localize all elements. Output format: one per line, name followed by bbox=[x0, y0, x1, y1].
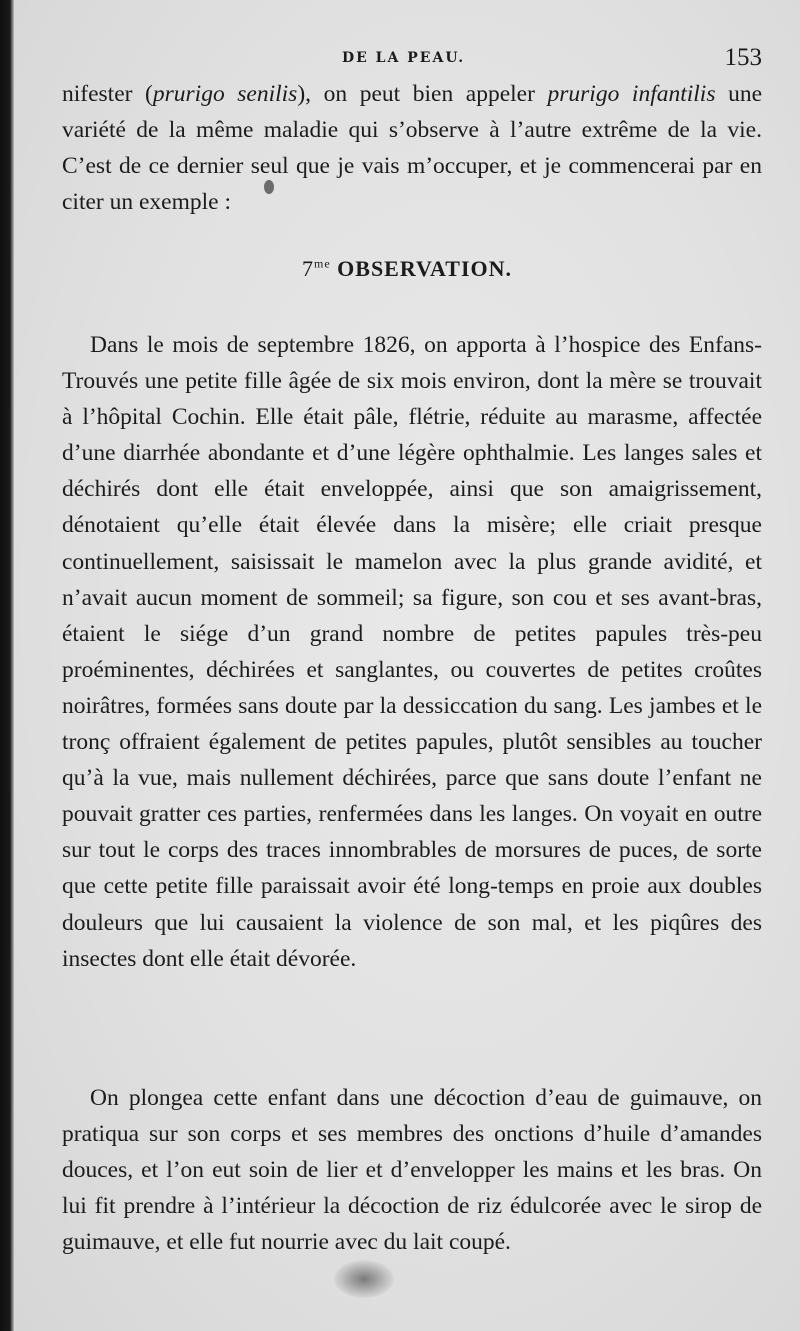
ink-speck bbox=[264, 180, 274, 194]
page-number: 153 bbox=[724, 44, 762, 71]
text-run: une variété de la même maladie qui s’observe à l’autre extrême de la vie. C’est de ce dernier seul que je vais m’occuper, et je commencerai par en citer un exemple : bbox=[62, 81, 763, 216]
latin-term: prurigo infantilis bbox=[547, 81, 716, 107]
observation-label: OBSERVATION. bbox=[337, 256, 513, 281]
paragraph-text: Dans le mois de septembre 1826, on apporta à l’hospice des Enfans-Trouvés une petite fille âgée de six mois environ, dont la mère se trouvait à l’hôpital Cochin. Elle était pâle, flétrie, réduite au marasme, affectée d’une diarrhée abondante et d’une légère ophthalmie. Les langes sales et déchirés dont elle était enveloppée, ainsi que son amaigrissement, dénotaient qu’elle était élevée dans la misère; elle criait presque continuellement, saisissait le mamelon avec la plus grande avidité, et n’avait aucun moment de sommeil; sa figure, son cou et ses avant-bras, étaient le siége d’un grand nombre de petites papules très-peu proéminentes, déchirées et sanglantes, ou couvertes de petites croûtes noirâtres, formées sans doute par la dessiccation du sang. Les jambes et le tronç offraient également de petites papules, plutôt sensibles au toucher qu’à la vue, mais nullement déchirées, parce que sans doute l’enfant ne pouvait gratter ces parties, renfermées dans les langes. On voyait en outre sur tout le corps des traces innombrables de morsures de puces, de sorte que cette petite fille paraissait avoir été long-temps en proie aux doubles douleurs que lui causaient la violence de son mal, et les piqûres des insectes dont elle était dévorée. bbox=[62, 332, 762, 972]
page-header bbox=[14, 44, 800, 74]
paragraph-text: On plongea cette enfant dans une décoction d’eau de guimauve, on pratiqua sur son corps et ses membres des onctions d’huile d’amandes douces, et l’on eut soin de lier et d’envelopper les mains et les bras. On lui fit prendre à l’intérieur la décoction de riz édulcorée avec le sirop de guimauve, et elle fut nourrie avec du lait coupé. bbox=[62, 1085, 762, 1256]
observation-number: 7 bbox=[301, 256, 314, 281]
paragraph-treatment bbox=[62, 1080, 762, 1260]
observation-heading bbox=[14, 256, 800, 282]
latin-term: prurigo senilis bbox=[152, 81, 298, 107]
text-run: nifester ( bbox=[62, 81, 153, 107]
paragraph-observation bbox=[62, 327, 762, 977]
running-title: DE LA PEAU. bbox=[342, 50, 466, 66]
paper-sheet bbox=[14, 0, 800, 1331]
observation-number-suffix: me bbox=[313, 256, 331, 271]
ink-smudge bbox=[334, 1260, 394, 1298]
text-run: ), on peut bien appeler bbox=[297, 81, 548, 107]
paragraph-continuation bbox=[62, 76, 762, 220]
